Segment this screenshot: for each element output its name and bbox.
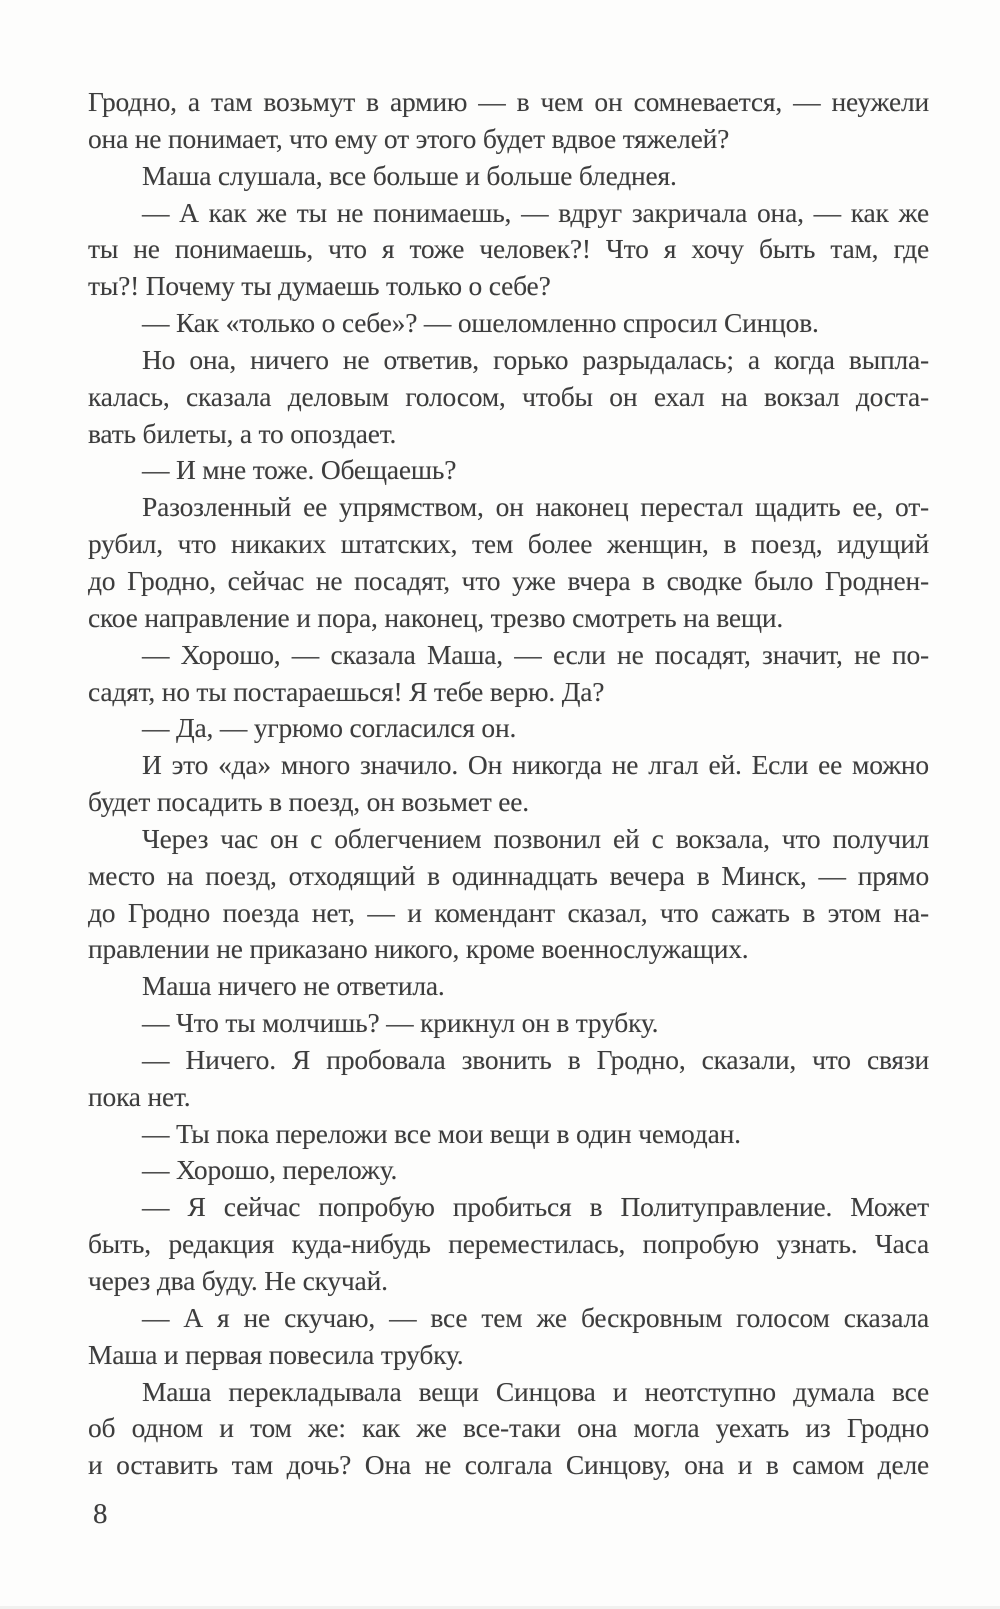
paragraph xyxy=(88,968,929,1005)
paragraph xyxy=(88,1042,929,1116)
text-line: — Ты пока переложи все мои вещи в один чемодан. xyxy=(142,1117,741,1149)
text-line: вать билеты, а то опоздает. xyxy=(88,417,397,449)
page-text xyxy=(88,84,929,1484)
text-line: до Гродно, сейчас не посадят, что уже вчера в сводке было Гроднен- xyxy=(88,564,929,596)
paragraph xyxy=(88,1152,929,1189)
text-line: Через час он с облегчением позвонил ей с вокзала, что получил xyxy=(142,822,929,854)
text-line: ты не понимаешь, что я тоже человек?! Что я хочу быть там, где xyxy=(88,233,929,265)
text-line: Маша слушала, все больше и больше бледнея. xyxy=(142,159,677,191)
text-line: она не понимает, что ему от этого будет вдвое тяжелей? xyxy=(88,122,730,154)
text-line: Маша ничего не ответила. xyxy=(142,970,445,1002)
paragraph xyxy=(88,747,929,821)
text-line: Маша и первая повесила трубку. xyxy=(88,1338,464,1370)
text-line: садят, но ты постараешься! Я тебе верю. Да? xyxy=(88,675,605,707)
text-line: и оставить там дочь? Она не солгала Синцову, она и в самом деле xyxy=(88,1449,929,1481)
paragraph xyxy=(88,342,929,453)
text-line: — Я сейчас попробую пробиться в Политуправление. Может xyxy=(142,1191,929,1223)
paragraph xyxy=(88,1189,929,1300)
text-line: об одном и том же: как же все-таки она могла уехать из Гродно xyxy=(88,1412,929,1444)
text-line: Но она, ничего не ответив, горько разрыдалась; а когда выпла- xyxy=(142,343,929,375)
text-line: И это «да» много значило. Он никогда не лгал ей. Если ее можно xyxy=(142,749,929,781)
paragraph xyxy=(88,1005,929,1042)
text-line: Гродно, а там возьмут в армию — в чем он сомневается, — неужели xyxy=(88,86,929,117)
text-line: Маша перекладывала вещи Синцова и неотступно думала все xyxy=(142,1375,929,1407)
text-line: — Как «только о себе»? — ошеломленно спросил Синцов. xyxy=(142,307,819,339)
text-line: — А я не скучаю, — все тем же бескровным голосом сказала xyxy=(142,1301,929,1333)
text-line: калась, сказала деловым голосом, чтобы он ехал на вокзал доста- xyxy=(88,380,929,412)
text-line: ское направление и пора, наконец, трезво смотреть на вещи. xyxy=(88,601,784,633)
text-line: Разозленный ее упрямством, он наконец перестал щадить ее, от- xyxy=(142,491,929,523)
paragraph xyxy=(88,1374,929,1485)
text-line: — Что ты молчишь? — крикнул он в трубку. xyxy=(142,1007,659,1039)
paragraph xyxy=(88,710,929,747)
text-line: — Хорошо, переложу. xyxy=(142,1154,398,1186)
text-line: правлении не приказано никого, кроме военнослужащих. xyxy=(88,933,749,965)
text-line: быть, редакция куда-нибудь переместилась, попробую узнать. Часа xyxy=(88,1228,929,1260)
paragraph xyxy=(88,821,929,968)
text-line: — Да, — угрюмо согласился он. xyxy=(142,712,517,744)
page-number: 8 xyxy=(93,1498,108,1530)
paragraph xyxy=(88,489,929,636)
paragraph xyxy=(88,158,929,195)
text-line: будет посадить в поезд, он возьмет ее. xyxy=(88,786,529,818)
paragraph xyxy=(88,1116,929,1153)
paragraph xyxy=(88,637,929,711)
text-line: — И мне тоже. Обещаешь? xyxy=(142,454,457,486)
text-line: ты?! Почему ты думаешь только о себе? xyxy=(88,270,551,302)
text-line: рубил, что никаких штатских, тем более женщин, в поезд, идущий xyxy=(88,528,929,560)
text-line: — Хорошо, — сказала Маша, — если не посадят, значит, не по- xyxy=(142,638,929,670)
paragraph xyxy=(88,305,929,342)
text-line: через два буду. Не скучай. xyxy=(88,1265,388,1296)
paragraph xyxy=(88,195,929,306)
text-line: — Ничего. Я пробовала звонить в Гродно, сказали, что связи xyxy=(142,1043,929,1075)
paragraph xyxy=(88,452,929,489)
text-line: место на поезд, отходящий в одиннадцать вечера в Минск, — прямо xyxy=(88,859,929,891)
text-line: пока нет. xyxy=(88,1080,191,1112)
paragraph xyxy=(88,84,929,158)
text-line: до Гродно поезда нет, — и комендант сказал, что сажать в этом на- xyxy=(88,896,929,928)
paragraph xyxy=(88,1300,929,1374)
text-line: — А как же ты не понимаешь, — вдруг закричала она, — как же xyxy=(142,196,929,228)
